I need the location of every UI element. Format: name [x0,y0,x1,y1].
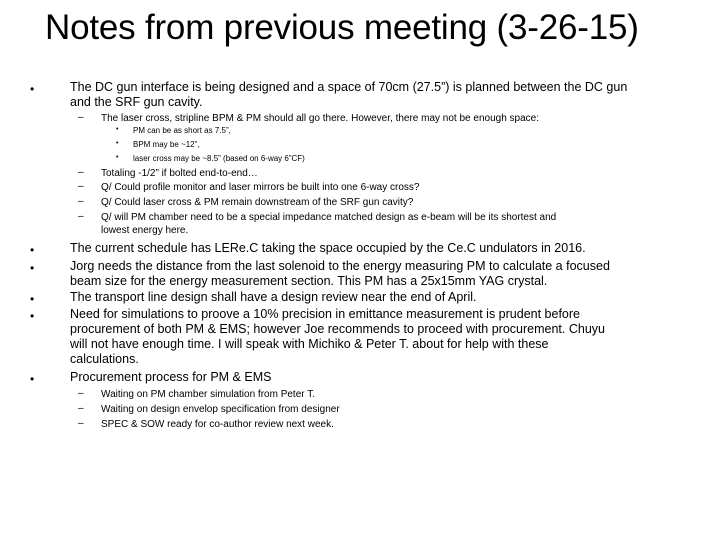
subsub-1-1-3: laser cross may be ~8.5” (based on 6-way 6”CF) [133,154,305,163]
bullet-5-line-1: Need for simulations to proove a 10% precision in emittance measurement is prudent before [70,307,580,321]
sub-1-3-line-1: Q/ Could profile monitor and laser mirrors be built into one 6-way cross? [101,182,420,193]
bullet-5-line-4: calculations. [70,352,139,366]
dash-marker: – [78,418,84,429]
dash-marker: – [78,211,84,222]
dash-marker: – [78,196,84,207]
bullet-1-line-1: The DC gun interface is being designed and a space of 70cm (27.5”) is planned between the DC gun [70,80,628,94]
dash-marker: – [78,403,84,414]
bullet-5-line-2: procurement of both PM & EMS; however Joe recommends to proceed with procurement. Chuyu [70,322,605,336]
subsub-marker: • [116,140,119,147]
sub-1-5-line-2: lowest energy here. [101,225,189,236]
sub-1-5-line-1: Q/ will PM chamber need to be a special impedance matched design as e-beam will be its shortest and [101,212,557,223]
bullet-3-line-2: beam size for the energy measurement section. This PM has a 25x15mm YAG crystal. [70,274,548,288]
dash-marker: – [78,167,84,178]
sub-6-2-line-1: Waiting on design envelop specification from designer [101,404,340,415]
bullet-1-line-2: and the SRF gun cavity. [70,95,203,109]
bullet-marker: • [30,309,35,323]
sub-1-4-line-1: Q/ Could laser cross & PM remain downstream of the SRF gun cavity? [101,197,414,208]
dash-marker: – [78,112,84,123]
subsub-1-1-2: BPM may be ~12”, [133,140,200,149]
bullet-2-line-1: The current schedule has LERe.C taking the space occupied by the Ce.C undulators in 2016. [70,241,586,255]
bullet-marker: • [30,261,35,275]
bullet-marker: • [30,243,35,257]
subsub-1-1-1: PM can be as short as 7.5”, [133,126,231,135]
bullet-marker: • [30,292,35,306]
dash-marker: – [78,181,84,192]
sub-1-1-line-1: The laser cross, stripline BPM & PM should all go there. However, there may not be enough space: [101,113,539,124]
subsub-marker: • [116,154,119,161]
dash-marker: – [78,388,84,399]
subsub-marker: • [116,126,119,133]
bullet-3-line-1: Jorg needs the distance from the last solenoid to the energy measuring PM to calculate a focused [70,259,610,273]
sub-1-2-line-1: Totaling -1/2” if bolted end-to-end… [101,168,258,179]
sub-6-1-line-1: Waiting on PM chamber simulation from Peter T. [101,389,315,400]
bullet-6-line-1: Procurement process for PM & EMS [70,370,272,384]
slide-title: Notes from previous meeting (3-26-15) [45,8,639,47]
bullet-marker: • [30,82,35,96]
bullet-marker: • [30,372,35,386]
bullet-5-line-3: will not have enough time. I will speak with Michiko & Peter T. about for help with these [70,337,549,351]
bullet-4-line-1: The transport line design shall have a design review near the end of April. [70,290,477,304]
sub-6-3-line-1: SPEC & SOW ready for co-author review next week. [101,419,334,430]
